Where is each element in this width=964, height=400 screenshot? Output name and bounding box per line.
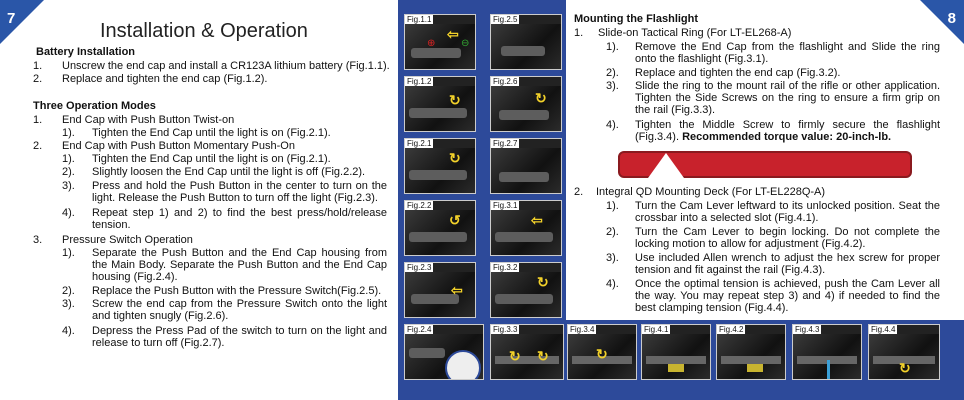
figure-label: Fig.4.2 — [719, 325, 744, 334]
rotate-arrow-icon: ↻ — [449, 92, 461, 108]
item-1-step-4 — [635, 119, 940, 143]
item-1-step-2: Replace and tighten the end cap (Fig.3.2). — [635, 67, 841, 79]
page-corner-right — [920, 0, 964, 44]
figure-label: Fig.2.7 — [493, 139, 518, 148]
step-number: 2). — [62, 285, 75, 297]
page-number-left: 7 — [7, 10, 16, 27]
battery-step-2: Replace and tighten the end cap (Fig.1.2). — [62, 73, 268, 85]
item-2-step-4: Once the optimal tension is achieved, push the Cam Lever all the way. You may repeat step 3) and 4) if needed to find the best clamping tension (Fig.4.4). — [635, 278, 940, 314]
rotate-arrow-icon: ↻ — [449, 150, 461, 166]
figure — [792, 324, 862, 380]
rotate-arrow-icon: ↺ — [449, 212, 461, 228]
mode-3-step-1: Separate the Push Button and the End Cap housing from the Main Body. Separate the Push Button and the End Cap housing (Fig.2.4). — [92, 247, 387, 283]
figure-label: Fig.2.1 — [407, 139, 432, 148]
figure-label: Fig.4.3 — [795, 325, 820, 334]
step-number: 2). — [606, 226, 619, 238]
allen-wrench — [827, 360, 830, 380]
rail — [646, 356, 706, 364]
figure — [716, 324, 786, 380]
battery-step-1: Unscrew the end cap and install a CR123A lithium battery (Fig.1.1). — [62, 60, 390, 72]
step-number: 1). — [62, 153, 75, 165]
page-title: Installation & Operation — [100, 20, 308, 42]
step-number: 1). — [606, 41, 619, 53]
figure-label: Fig.3.3 — [493, 325, 518, 334]
item-1-step-4-text: Tighten the Middle Screw to firmly secure the flashlight (Fig.3.4). — [635, 119, 940, 143]
mode-2-step-1: Tighten the End Cap until the light is on (Fig.2.1). — [92, 153, 331, 165]
step-number: 4). — [606, 119, 619, 131]
figure-label: Fig.3.2 — [493, 263, 518, 272]
rotate-arrow-icon: ↻ — [537, 274, 549, 290]
item-2-step-3: Use included Allen wrench to adjust the hex screw for proper tension and fit against the rail (Fig.4.3). — [635, 252, 940, 276]
page-number-right: 8 — [947, 10, 956, 27]
step-number: 4). — [62, 207, 75, 219]
rotate-arrow-icon: ↻ — [596, 346, 608, 362]
rotate-arrow-icon: ↻ — [537, 348, 549, 364]
step-number: 1. — [574, 27, 584, 39]
arrow-icon: ⇦ — [451, 282, 463, 298]
step-number: 4). — [606, 278, 619, 290]
item-1-step-3: Slide the ring to the mount rail of the rifle or other application. Tighten the Side Screws on the ring to ensure a firm grip on the rail (Fig.3.3). — [635, 80, 940, 116]
mounting-heading: Mounting the Flashlight — [574, 13, 699, 25]
item-2-step-1: Turn the Cam Lever leftward to its unlocked position. Seat the crossbar into a selected slot (Fig.4.1). — [635, 200, 940, 224]
step-number: 1). — [606, 200, 619, 212]
step-number: 3). — [62, 180, 75, 192]
figure-label: Fig.2.4 — [407, 325, 432, 334]
step-number: 1). — [62, 247, 75, 259]
item-1-title: Slide-on Tactical Ring (For LT-EL268-A) — [598, 27, 792, 39]
figure-label: Fig.1.2 — [407, 77, 432, 86]
item-2-step-2: Turn the Cam Lever to begin locking. Do not complete the locking motion to allow for adjustment (Fig.4.2). — [635, 226, 940, 250]
figure — [404, 324, 484, 380]
figure — [868, 324, 940, 380]
plus-icon: ⊕ — [427, 38, 436, 49]
modes-heading: Three Operation Modes — [33, 100, 156, 112]
step-number: 3. — [33, 234, 43, 246]
step-number: 3). — [62, 298, 75, 310]
figure-label: Fig.4.1 — [644, 325, 669, 334]
mode-3-step-3: Screw the end cap from the Pressure Switch onto the light and tighten snugly (Fig.2.6). — [92, 298, 387, 322]
step-number: 2. — [574, 186, 584, 198]
mode-3-step-4: Depress the Press Pad of the switch to turn on the light and release to turn off (Fig.2.7). — [92, 325, 387, 349]
warning-triangle-icon — [648, 153, 684, 178]
item-2-title: Integral QD Mounting Deck (For LT-EL228Q-A) — [596, 186, 826, 198]
figure — [404, 76, 476, 132]
step-number: 1). — [62, 127, 75, 139]
figure — [490, 262, 562, 318]
figure — [404, 14, 476, 70]
rotate-arrow-icon: ↻ — [535, 90, 547, 106]
figure — [490, 324, 564, 380]
left-page — [0, 0, 398, 400]
figure — [404, 200, 476, 256]
step-number: 1. — [33, 60, 43, 72]
rotate-arrow-icon: ↻ — [509, 348, 521, 364]
figure-label: Fig.4.4 — [871, 325, 896, 334]
torque-value: Recommended torque value: 20-inch-lb. — [682, 131, 892, 143]
step-number: 2). — [62, 166, 75, 178]
step-number: 3). — [606, 252, 619, 264]
cam-lever — [668, 364, 684, 372]
step-number: 2). — [606, 67, 619, 79]
mode-3-title: Pressure Switch Operation — [62, 234, 193, 246]
rotate-arrow-icon: ↻ — [899, 360, 911, 376]
figure — [490, 14, 562, 70]
mode-3-step-2: Replace the Push Button with the Pressure Switch(Fig.2.5). — [92, 285, 382, 297]
figure-label: Fig.2.3 — [407, 263, 432, 272]
mode-1-step-1: Tighten the End Cap until the light is on (Fig.2.1). — [92, 127, 331, 139]
figure — [404, 138, 476, 194]
mode-2-step-2: Slightly loosen the End Cap until the light is off (Fig.2.2). — [92, 166, 366, 178]
mode-2-step-4: Repeat step 1) and 2) to find the best press/hold/release tension. — [92, 207, 387, 231]
minus-icon: ⊖ — [461, 38, 470, 49]
figure — [490, 138, 562, 194]
figure — [404, 262, 476, 318]
figure-label: Fig.3.1 — [493, 201, 518, 210]
arrow-icon: ⇦ — [447, 26, 459, 42]
mode-1-title: End Cap with Push Button Twist-on — [62, 114, 235, 126]
step-number: 2. — [33, 140, 43, 152]
step-number: 2. — [33, 73, 43, 85]
figure-label: Fig.3.4 — [570, 325, 595, 334]
battery-heading: Battery Installation — [36, 46, 136, 58]
detail-circle — [445, 350, 481, 380]
figure — [490, 200, 562, 256]
rail — [495, 356, 559, 364]
figure — [641, 324, 711, 380]
item-1-step-1: Remove the End Cap from the flashlight and Slide the ring onto the flashlight (Fig.3.1). — [635, 41, 940, 65]
step-number: 1. — [33, 114, 43, 126]
figure-label: Fig.1.1 — [407, 15, 432, 24]
mode-2-step-3: Press and hold the Push Button in the center to turn on the light. Release the Push Button to turn off the light (Fig.2.3). — [92, 180, 387, 204]
step-number: 4). — [62, 325, 75, 337]
mode-2-title: End Cap with Push Button Momentary Push-On — [62, 140, 295, 152]
cam-lever — [747, 364, 763, 372]
figure-label: Fig.2.6 — [493, 77, 518, 86]
rail — [721, 356, 781, 364]
figure — [490, 76, 562, 132]
figure-label: Fig.2.2 — [407, 201, 432, 210]
arrow-icon: ⇦ — [531, 212, 543, 228]
figure — [567, 324, 637, 380]
step-number: 3). — [606, 80, 619, 92]
figure-label: Fig.2.5 — [493, 15, 518, 24]
